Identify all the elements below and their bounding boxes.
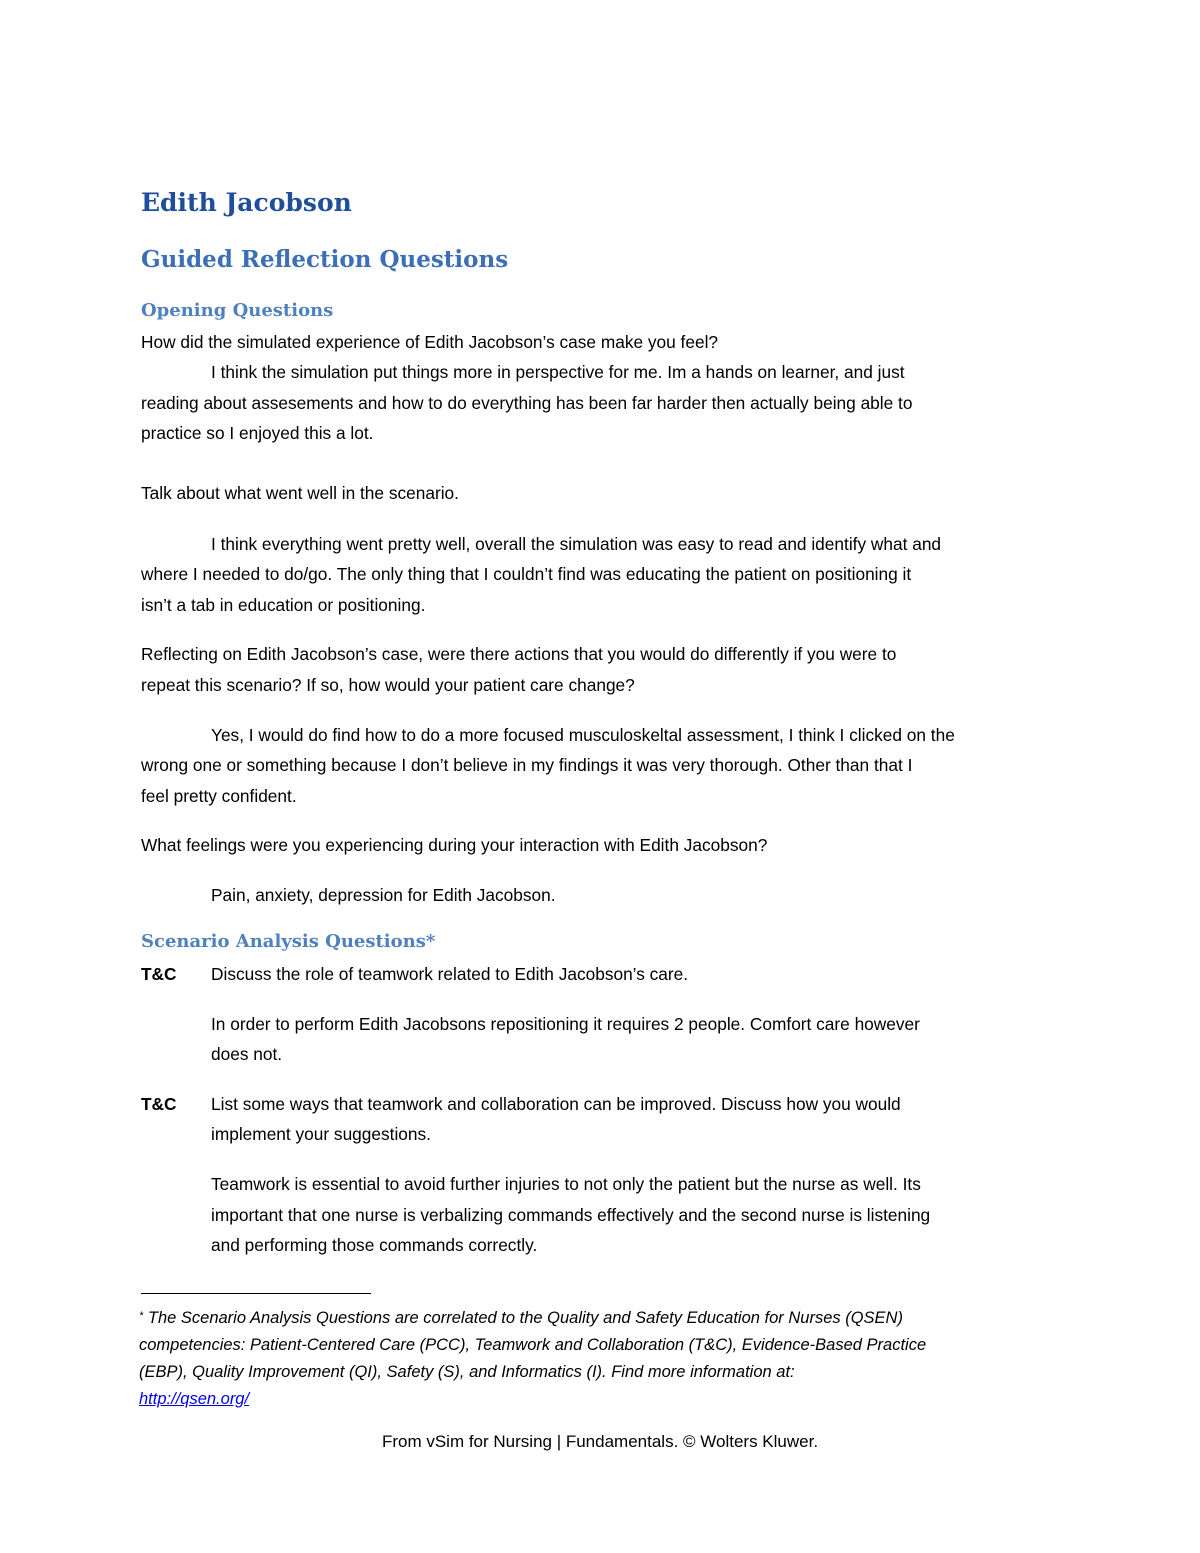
answer-4: Pain, anxiety, depression for Edith Jacobson. <box>211 885 556 905</box>
item-2-question-line-1: List some ways that teamwork and collaboration can be improved. Discuss how you would <box>211 1094 901 1114</box>
footnote-line-1: * The Scenario Analysis Questions are correlated to the Quality and Safety Education for Nurses (QSEN) <box>139 1309 903 1327</box>
footnote-reference-mark: * <box>425 931 436 952</box>
question-3-line-1: Reflecting on Edith Jacobson’s case, were there actions that you would do differently if you were to <box>141 644 897 664</box>
footnote-separator <box>141 1293 371 1294</box>
question-4: What feelings were you experiencing during your interaction with Edith Jacobson? <box>141 835 768 855</box>
item-2-answer-line-1: Teamwork is essential to avoid further injuries to not only the patient but the nurse as well. Its <box>211 1174 921 1194</box>
item-1-answer-line-1: In order to perform Edith Jacobsons repositioning it requires 2 people. Comfort care however <box>211 1014 920 1034</box>
answer-1-line-1: I think the simulation put things more in perspective for me. Im a hands on learner, and just <box>211 362 905 382</box>
scenario-heading-text: Scenario Analysis Questions <box>141 931 426 952</box>
footnote-line-2: competencies: Patient-Centered Care (PCC), Teamwork and Collaboration (T&C), Evidence-Based Practice <box>139 1336 927 1354</box>
item-2-question-line-2: implement your suggestions. <box>211 1124 431 1144</box>
item-2-label: T&C <box>141 1094 177 1114</box>
footnote <box>139 1305 926 1413</box>
item-2-answer-line-2: important that one nurse is verbalizing commands effectively and the second nurse is listening <box>211 1205 931 1225</box>
item-1-label: T&C <box>141 964 177 984</box>
item-1-answer-line-2: does not. <box>211 1044 283 1064</box>
answer-3-line-1: Yes, I would do find how to do a more focused musculoskeltal assessment, I think I clicked on the <box>211 725 955 745</box>
question-2: Talk about what went well in the scenario. <box>141 483 459 503</box>
answer-2-line-1: I think everything went pretty well, overall the simulation was easy to read and identify what and <box>211 534 942 554</box>
question-1: How did the simulated experience of Edith Jacobson’s case make you feel? <box>141 332 719 352</box>
answer-3-line-2: wrong one or something because I don’t believe in my findings it was very thorough. Other than that I <box>141 755 913 775</box>
answer-2-line-3: isn’t a tab in education or positioning. <box>141 595 426 615</box>
answer-3-line-3: feel pretty confident. <box>141 786 297 806</box>
footnote-mark: * <box>139 1310 144 1322</box>
answer-1-line-2: reading about assesements and how to do everything has been far harder then actually being able to <box>141 393 913 413</box>
item-2-answer-line-3: and performing those commands correctly. <box>211 1235 538 1255</box>
answer-2-line-2: where I needed to do/go. The only thing that I couldn’t find was educating the patient on positioning it <box>141 564 912 584</box>
page-footer: From vSim for Nursing | Fundamentals. © Wolters Kluwer. <box>381 1432 819 1451</box>
answer-1-line-3: practice so I enjoyed this a lot. <box>141 423 374 443</box>
document-subtitle: Guided Reflection Questions <box>141 246 509 273</box>
question-3-line-2: repeat this scenario? If so, how would your patient care change? <box>141 675 635 695</box>
qsen-link[interactable]: http://qsen.org/ <box>139 1390 250 1408</box>
opening-questions-heading: Opening Questions <box>141 300 334 321</box>
item-1-question: Discuss the role of teamwork related to Edith Jacobson’s care. <box>211 964 689 984</box>
footnote-line-3: (EBP), Quality Improvement (QI), Safety (S), and Informatics (I). Find more information at: <box>139 1363 795 1381</box>
scenario-analysis-heading <box>141 931 435 952</box>
document-title: Edith Jacobson <box>141 188 352 217</box>
